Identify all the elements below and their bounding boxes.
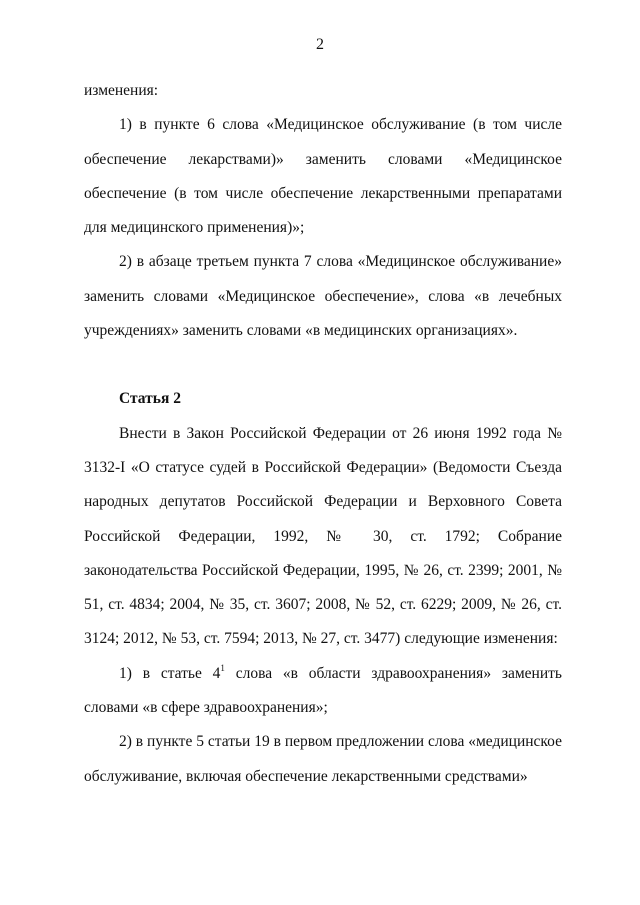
paragraph-continuation: изменения:: [84, 82, 159, 99]
item-text-end: слова «в области здравоохранения» заменить словами «в сфере здравоохранения»;: [84, 664, 562, 717]
paragraph-item-1: 1) в пункте 6 слова «Медицинское обслуживание (в том числе обеспечение лекарствами)» заменить словами «Медицинское обеспечение (в том числе обеспечение лекарственными препаратами для медицинского применения)»;: [84, 116, 562, 237]
article-heading: Статья 2: [119, 390, 181, 408]
document-body: [84, 74, 562, 794]
paragraph-article-2-item-1: [84, 657, 562, 726]
page-number: 2: [316, 36, 324, 53]
item-text-start: 1) в статье 4: [119, 664, 221, 682]
paragraph-article-2-intro: Внести в Закон Российской Федерации от 26 июня 1992 года № 3132-I «О статусе судей в Российской Федерации» (Ведомости Съезда народных депутатов Российской Федерации и Верховного Совета Российской Федерации, 1992, № 30, ст. 1792; Собрание законодательства Российской Федерации, 1995, № 26, ст. 2399; 2001, № 51, ст. 4834; 2004, № 35, ст. 3607; 2008, № 52, ст. 6229; 2009, № 26, ст. 3124; 2012, № 53, ст. 7594; 2013, № 27, ст. 3477) следующие изменения:: [84, 424, 562, 648]
paragraph-item-2: 2) в абзаце третьем пункта 7 слова «Медицинское обслуживание» заменить словами «Медицинское обеспечение», слова «в лечебных учреждениях» заменить словами «в медицинских организациях».: [84, 253, 562, 340]
superscript: 1: [220, 662, 225, 673]
paragraph-spacer: [84, 348, 562, 382]
paragraph-article-2-item-2: 2) в пункте 5 статьи 19 в первом предложении слова «медицинское обслуживание, включая обеспечение лекарственными средствами»: [84, 733, 562, 785]
